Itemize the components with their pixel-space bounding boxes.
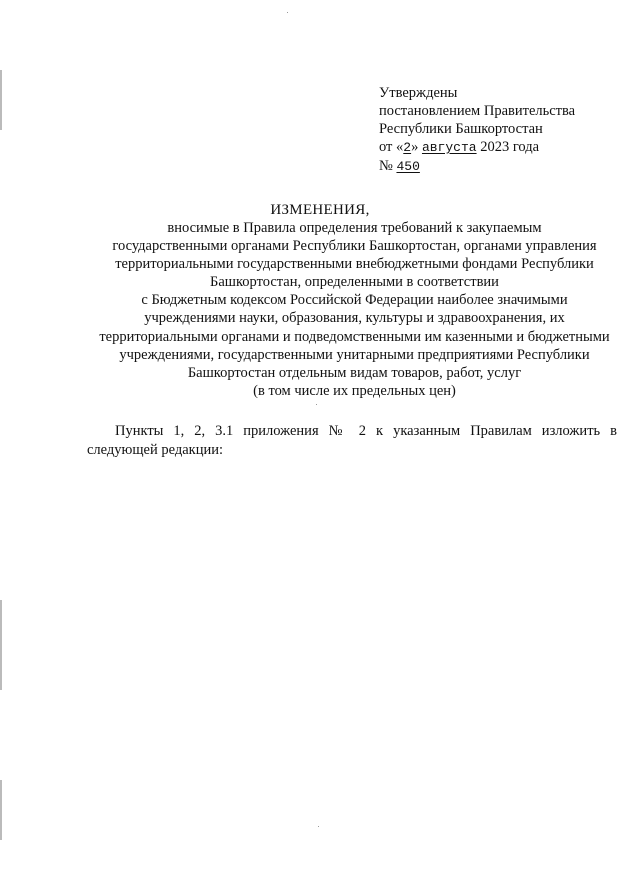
subtitle-line: учреждениями науки, образования, культуры и здравоохранения, их [144, 310, 565, 327]
date-mid: » [411, 139, 419, 155]
subtitle-line: (в том числе их предельных цен) [253, 382, 456, 399]
subtitle-line: с Бюджетным кодексом Российской Федерации наиболее значимыми [141, 292, 568, 309]
date-year: 2023 года [480, 139, 540, 155]
scan-edge-mark [0, 600, 2, 690]
body-paragraph [87, 422, 617, 460]
number-prefix: № [379, 158, 393, 174]
date-month: августа [421, 140, 477, 155]
approval-date [379, 138, 575, 157]
approval-line: Республики Башкортостан [379, 121, 543, 137]
subtitle-line: территориальными государственными внебюджетными фондами Республики [115, 256, 594, 273]
scan-speck [318, 826, 319, 827]
document-subtitle [92, 219, 617, 400]
scan-speck [287, 12, 288, 13]
subtitle-line: Башкортостан, определенными в соответствии [210, 274, 499, 291]
approval-number [379, 157, 575, 176]
scan-edge-mark [0, 780, 2, 840]
subtitle-line: учреждениями, государственными унитарными предприятиями Республики [119, 346, 590, 363]
number-value: 450 [396, 159, 420, 174]
body-line: следующей редакции: [87, 442, 224, 458]
approval-line: постановлением Правительства [379, 103, 576, 119]
date-day: 2 [403, 140, 412, 155]
subtitle-line: государственными органами Республики Башкортостан, органами управления [112, 238, 597, 255]
scan-speck [316, 404, 317, 405]
subtitle-line: территориальными органами и подведомственными им казенными и бюджетными [99, 328, 610, 345]
document-title: ИЗМЕНЕНИЯ, [270, 202, 370, 218]
approval-line: Утверждены [379, 85, 458, 101]
subtitle-line: вносимые в Правила определения требований к закупаемым [167, 220, 542, 236]
body-line: Пункты 1, 2, 3.1 приложения № 2 к указанным Правилам изложить в [115, 423, 617, 439]
scan-edge-mark [0, 70, 2, 130]
date-prefix: от « [379, 139, 404, 155]
subtitle-line: Башкортостан отдельным видам товаров, работ, услуг [187, 364, 522, 381]
approval-stamp [379, 84, 575, 176]
